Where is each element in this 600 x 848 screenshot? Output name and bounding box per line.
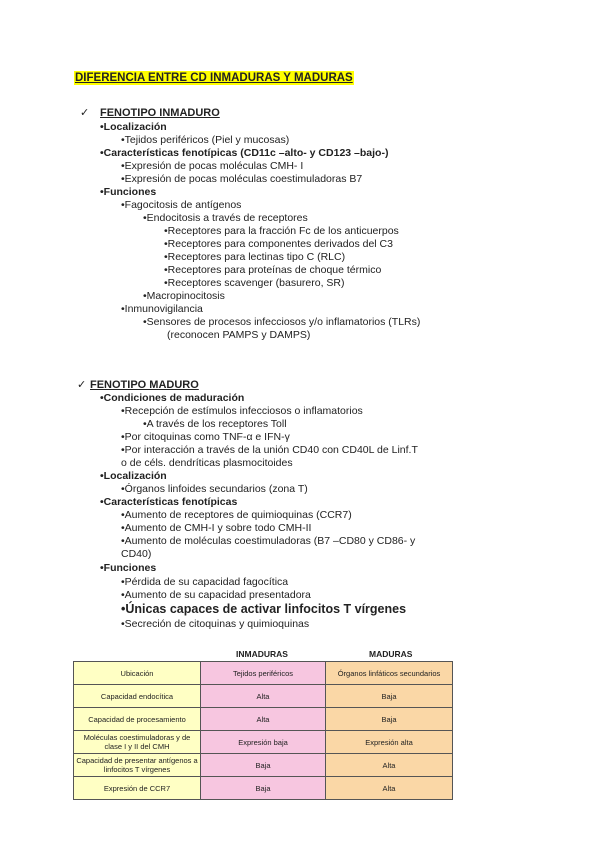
mature-line: CD40) xyxy=(121,548,152,560)
table-cell: Tejidos periféricos xyxy=(201,662,326,685)
mature-line: •Únicas capaces de activar linfocitos T vírgenes xyxy=(121,602,407,616)
immature-line: •Expresión de pocas moléculas CMH- I xyxy=(121,160,304,172)
table-cell: Ubicación xyxy=(74,662,201,685)
immature-line: •Endocitosis a través de receptores xyxy=(143,212,308,224)
mature-line: •Secreción de citoquinas y quimioquinas xyxy=(121,618,310,630)
table-cell: Moléculas coestimuladoras y de clase I y II del CMH xyxy=(74,731,201,754)
immature-line: (reconocen PAMPS y DAMPS) xyxy=(167,329,311,341)
immature-line: •Características fenotípicas (CD11c –alto- y CD123 –bajo-) xyxy=(100,147,389,159)
mature-line: •Localización xyxy=(100,470,167,482)
mature-line: •Aumento de su capacidad presentadora xyxy=(121,589,311,601)
table-row xyxy=(74,662,453,685)
table-cell: Expresión baja xyxy=(201,731,326,754)
mature-line: •Por citoquinas como TNF-α e IFN-γ xyxy=(121,431,290,443)
table-cell: Alta xyxy=(201,685,326,708)
mature-line: •Características fenotípicas xyxy=(100,496,238,508)
table-header-maduras: MADURAS xyxy=(369,649,413,659)
table-cell: Alta xyxy=(326,754,453,777)
mature-heading: FENOTIPO MADURO xyxy=(90,379,199,391)
mature-line: •Pérdida de su capacidad fagocítica xyxy=(121,576,289,588)
immature-line: •Receptores para proteínas de choque térmico xyxy=(164,264,382,276)
table-row xyxy=(74,708,453,731)
table-cell: Expresión de CCR7 xyxy=(74,777,201,800)
mature-line: •Condiciones de maduración xyxy=(100,392,245,404)
table-row xyxy=(74,777,453,800)
table-row xyxy=(74,754,453,777)
mature-line: •Por interacción a través de la unión CD40 con CD40L de Linf.T xyxy=(121,444,418,456)
immature-line: •Receptores para lectinas tipo C (RLC) xyxy=(164,251,346,263)
check-icon: ✓ xyxy=(80,107,90,119)
page-title: DIFERENCIA ENTRE CD INMADURAS Y MADURAS xyxy=(75,72,353,84)
table-cell: Baja xyxy=(201,754,326,777)
immature-line: •Macropinocitosis xyxy=(143,290,225,302)
mature-line: •A través de los receptores Toll xyxy=(143,418,287,430)
immature-line: •Sensores de procesos infecciosos y/o inflamatorios (TLRs) xyxy=(143,316,421,328)
table-cell: Expresión alta xyxy=(326,731,453,754)
table-cell: Baja xyxy=(326,708,453,731)
table-cell: Baja xyxy=(326,685,453,708)
immature-line: •Funciones xyxy=(100,186,157,198)
table-row xyxy=(74,685,453,708)
immature-line: •Inmunovigilancia xyxy=(121,303,203,315)
immature-line: •Receptores scavenger (basurero, SR) xyxy=(164,277,345,289)
table-row xyxy=(74,731,453,754)
table-cell: Capacidad de presentar antígenos a linfocitos T vírgenes xyxy=(74,754,201,777)
immature-line: •Localización xyxy=(100,121,167,133)
table-cell: Capacidad endocítica xyxy=(74,685,201,708)
mature-line: •Aumento de receptores de quimioquinas (CCR7) xyxy=(121,509,352,521)
comparison-table xyxy=(73,661,453,800)
immature-line: •Fagocitosis de antígenos xyxy=(121,199,242,211)
immature-line: •Receptores para componentes derivados del C3 xyxy=(164,238,393,250)
mature-line: •Aumento de moléculas coestimuladoras (B7 –CD80 y CD86- y xyxy=(121,535,416,547)
immature-heading: FENOTIPO INMADURO xyxy=(100,107,220,119)
check-icon: ✓ xyxy=(77,379,87,391)
table-cell: Baja xyxy=(201,777,326,800)
mature-line: •Aumento de CMH-I y sobre todo CMH-II xyxy=(121,522,312,534)
table-cell: Alta xyxy=(326,777,453,800)
table-cell: Capacidad de procesamiento xyxy=(74,708,201,731)
immature-line: •Expresión de pocas moléculas coestimuladoras B7 xyxy=(121,173,363,185)
immature-line: •Receptores para la fracción Fc de los anticuerpos xyxy=(164,225,399,237)
table-cell: Alta xyxy=(201,708,326,731)
mature-line: •Recepción de estímulos infecciosos o inflamatorios xyxy=(121,405,363,417)
mature-line: o de céls. dendríticas plasmocitoides xyxy=(121,457,293,469)
table-header-inmaduras: INMADURAS xyxy=(236,649,288,659)
mature-line: •Funciones xyxy=(100,562,157,574)
immature-line: •Tejidos periféricos (Piel y mucosas) xyxy=(121,134,290,146)
table-cell: Órganos linfáticos secundarios xyxy=(326,662,453,685)
mature-line: •Órganos linfoides secundarios (zona T) xyxy=(121,483,308,495)
